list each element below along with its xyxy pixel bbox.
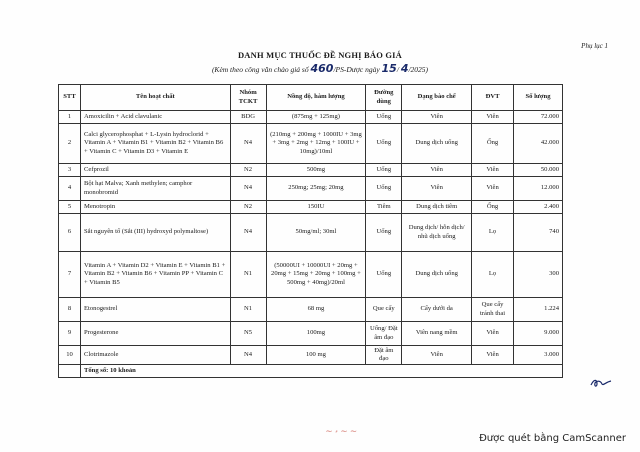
table-cell: Cefprozil (80, 164, 230, 177)
table-cell: 42.000 (514, 124, 563, 164)
table-cell: Dung dịch uống (402, 124, 472, 164)
table-cell: 4 (59, 177, 81, 201)
table-cell: Que cấy (366, 298, 402, 322)
table-cell: 1 (59, 111, 81, 124)
table-cell: 10 (59, 346, 81, 365)
table-cell: 9 (59, 322, 81, 346)
header-cell: Dạng bào chế (402, 85, 472, 111)
header-cell: Số lượng (514, 85, 563, 111)
table-cell: 150IU (266, 201, 366, 214)
table-row (59, 298, 563, 322)
table-cell: Viên (472, 322, 514, 346)
subtitle-suffix: /2025) (408, 65, 429, 74)
table-cell: 3.000 (514, 346, 563, 365)
subtitle-prefix: (Kèm theo công văn chào giá số (211, 65, 309, 74)
table-row (59, 252, 563, 298)
table-row (59, 124, 563, 164)
table-cell: Tiêm (366, 201, 402, 214)
table-cell: Progesterone (80, 322, 230, 346)
total-count: Tổng số: 10 khoản (80, 365, 562, 378)
table-cell: 2 (59, 124, 81, 164)
header-cell: STT (59, 85, 81, 111)
table-cell: 250mg; 25mg; 20mg (266, 177, 366, 201)
table-cell: N2 (230, 164, 266, 177)
signature-mark (590, 378, 612, 388)
table-row (59, 346, 563, 365)
table-cell: 100 mg (266, 346, 366, 365)
table-cell: Cấy dưới da (402, 298, 472, 322)
table-cell: 50.000 (514, 164, 563, 177)
header-cell: Tên hoạt chất (80, 85, 230, 111)
table-cell: Viên nang mềm (402, 322, 472, 346)
table-cell: Viên (402, 346, 472, 365)
document-subtitle (0, 62, 640, 75)
table-cell: 6 (59, 214, 81, 252)
footer-stamp-mark: ⁓ ⸗ ⁓ ⁓ (326, 429, 358, 435)
table-cell: Viên (472, 177, 514, 201)
table-cell: 3 (59, 164, 81, 177)
table-cell: Uống (366, 124, 402, 164)
table-row (59, 322, 563, 346)
table-cell: Uống (366, 177, 402, 201)
table-cell: Uống (366, 164, 402, 177)
medicine-table (58, 84, 563, 378)
table-cell: Dung dịch/ hỗn dịch/ nhũ dịch uống (402, 214, 472, 252)
table-cell: 9.000 (514, 322, 563, 346)
table-cell: N4 (230, 177, 266, 201)
table-cell: 5 (59, 201, 81, 214)
table-cell: Viên (402, 111, 472, 124)
table-total-row (59, 365, 563, 378)
handwritten-day: 15 (381, 62, 397, 75)
header-cell: Nồng độ, hàm lượng (266, 85, 366, 111)
table-cell: N1 (230, 298, 266, 322)
table-cell: N2 (230, 201, 266, 214)
document-title: DANH MỤC THUỐC ĐỀ NGHỊ BÁO GIÁ (237, 50, 403, 60)
table-cell: Amoxicilin + Acid clavulanic (80, 111, 230, 124)
table-cell: N4 (230, 214, 266, 252)
table-cell: Vitamin A + Vitamin D2 + Vitamin E + Vitamin B1 + Vitamin B2 + Vitamin B6 + Vitamin PP + Vitamin C + Vitamin B5 (80, 252, 230, 298)
header-cell: ĐVT (472, 85, 514, 111)
table-row (59, 214, 563, 252)
subtitle-slash: / (396, 65, 399, 74)
table-cell: Menotropin (80, 201, 230, 214)
table-row (59, 164, 563, 177)
table-cell: Etonogestrel (80, 298, 230, 322)
table-cell: 68 mg (266, 298, 366, 322)
scanner-watermark: Được quét bằng CamScanner (479, 433, 626, 444)
handwritten-number: 460 (310, 62, 334, 75)
table-cell: Dung dịch tiêm (402, 201, 472, 214)
table-cell: 300 (514, 252, 563, 298)
table-cell: Uống (366, 214, 402, 252)
table-cell: (50000UI + 10000UI + 20mg + 20mg + 15mg + 20mg + 100mg + 500mg + 40mg)/20ml (266, 252, 366, 298)
table-cell: 2.400 (514, 201, 563, 214)
table-cell: N4 (230, 124, 266, 164)
table-cell: 72.000 (514, 111, 563, 124)
table-cell: N4 (230, 346, 266, 365)
table-cell: Dung dịch uống (402, 252, 472, 298)
table-cell: Calci glycerophosphat + L-Lysin hydroclorid + Vitamin A + Vitamin B1 + Vitamin B2 + Vitamin B6 + Vitamin C + Vitamin D3 + Vitamin E (80, 124, 230, 164)
subtitle-middle: /PS-Dược ngày (333, 65, 380, 74)
table-cell: Đặt âm đạo (366, 346, 402, 365)
table-cell: Bột hạt Malva; Xanh methylen; camphor monobromid (80, 177, 230, 201)
table-cell: Uống/ Đặt âm đạo (366, 322, 402, 346)
table-cell: Viên (472, 111, 514, 124)
table-cell: Lọ (472, 214, 514, 252)
handwritten-month: 4 (400, 62, 409, 75)
table-cell: Viên (472, 346, 514, 365)
table-row (59, 111, 563, 124)
table-cell: 50mg/ml; 30ml (266, 214, 366, 252)
table-cell: 7 (59, 252, 81, 298)
table-cell: N5 (230, 322, 266, 346)
table-cell: Sắt nguyên tố (Sắt (III) hydroxyd polymaltose) (80, 214, 230, 252)
table-cell: (875mg + 125mg) (266, 111, 366, 124)
table-cell: (210mg + 200mg + 1000IU + 3mg + 3mg + 2mg + 12mg + 100IU + 10mg)/10ml (266, 124, 366, 164)
appendix-label: Phụ lục 1 (581, 42, 608, 50)
table-cell: Viên (472, 164, 514, 177)
table-cell: 500mg (266, 164, 366, 177)
table-cell: Viên (402, 164, 472, 177)
header-cell: Nhóm TCKT (230, 85, 266, 111)
table-cell: Uống (366, 252, 402, 298)
table-cell: Que cấy tránh thai (472, 298, 514, 322)
table-cell: Ống (472, 124, 514, 164)
table-cell: 12.000 (514, 177, 563, 201)
table-cell: 100mg (266, 322, 366, 346)
table-cell: Lọ (472, 252, 514, 298)
table-cell: Viên (402, 177, 472, 201)
table-cell: Ống (472, 201, 514, 214)
table-cell: 8 (59, 298, 81, 322)
table-cell: BDG (230, 111, 266, 124)
table-cell: Uống (366, 111, 402, 124)
table-cell: Clotrimazole (80, 346, 230, 365)
table-cell: 740 (514, 214, 563, 252)
header-cell: Đường dùng (366, 85, 402, 111)
table-cell: 1.224 (514, 298, 563, 322)
table-header-row (59, 85, 563, 111)
table-row (59, 177, 563, 201)
table-cell: N1 (230, 252, 266, 298)
table-row (59, 201, 563, 214)
